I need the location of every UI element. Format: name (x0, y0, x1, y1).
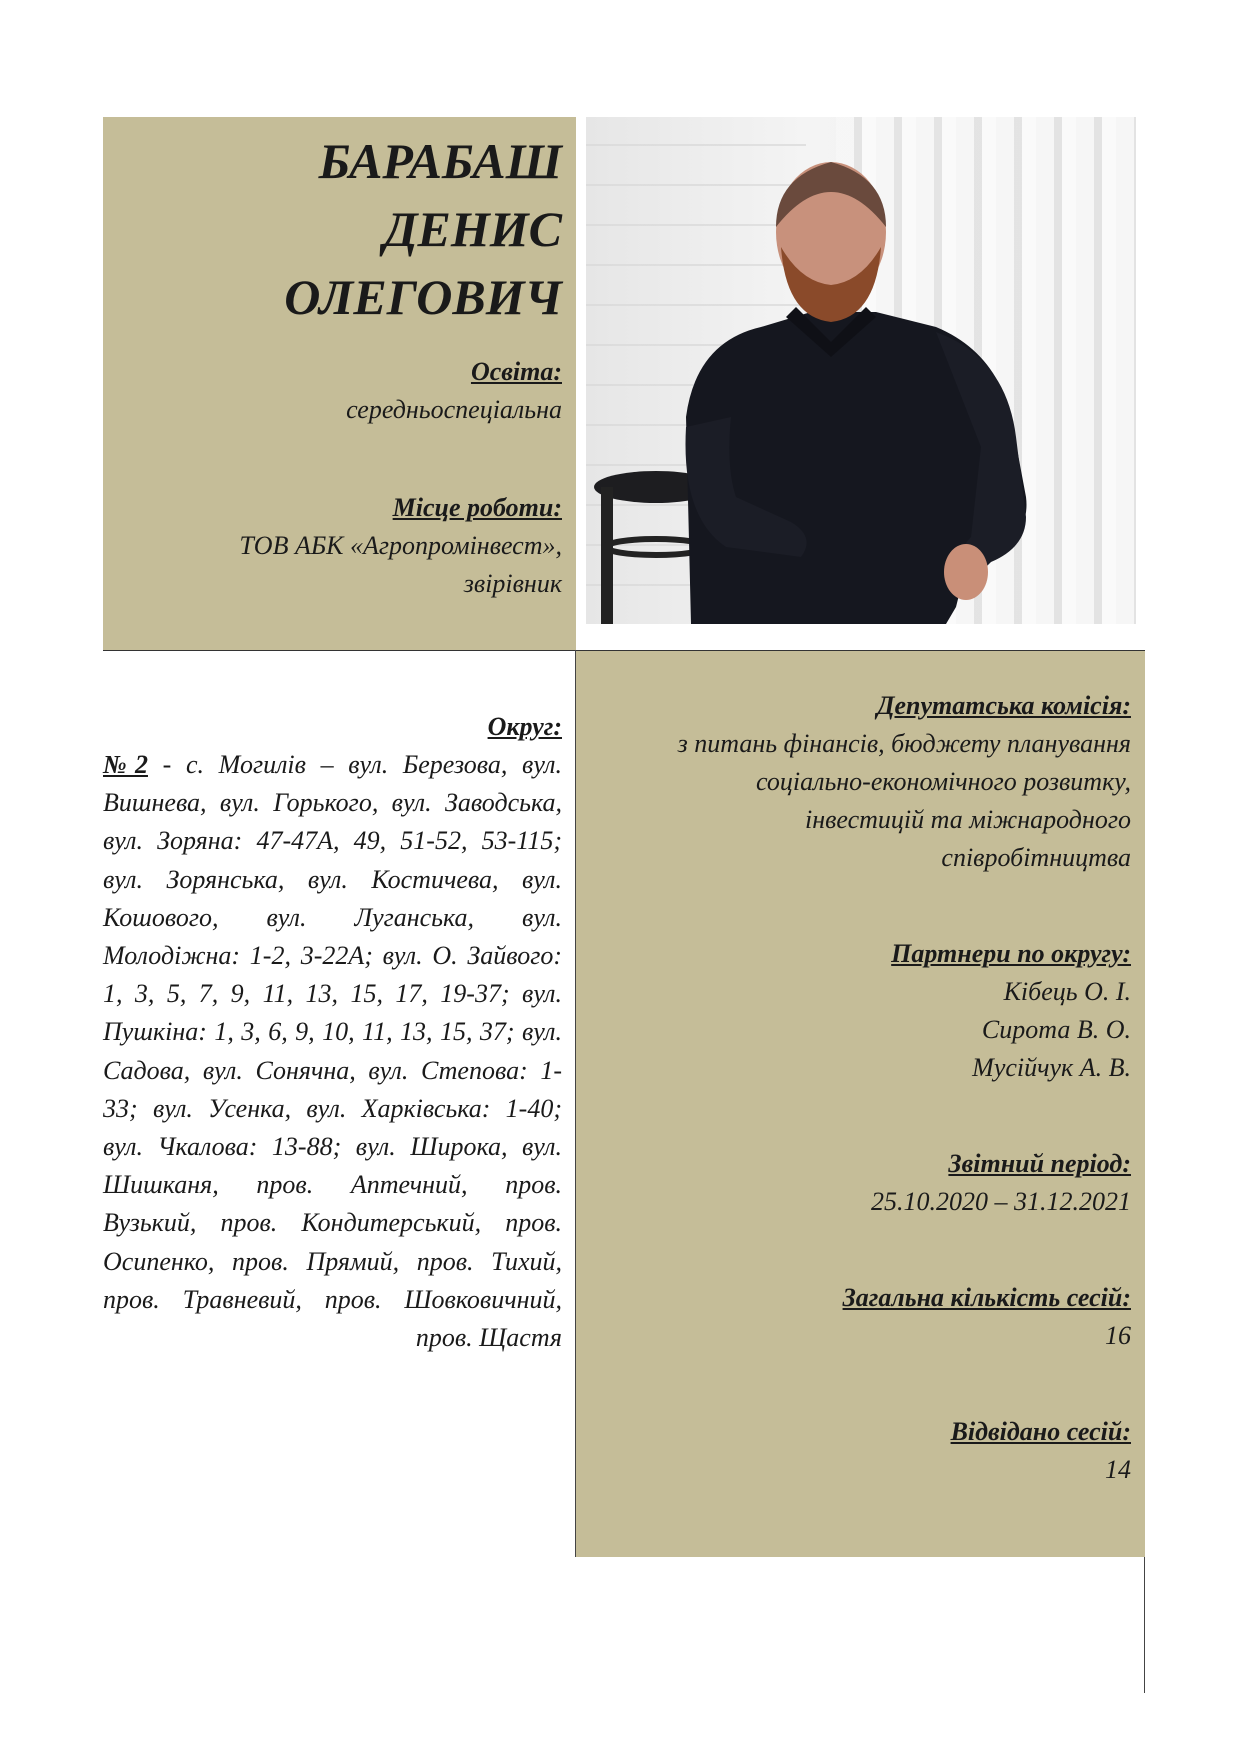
partner-name: Сирота В. О. (981, 1015, 1131, 1044)
commission-label: Депутатська комісія: (876, 691, 1131, 720)
period-value: 25.10.2020 – 31.12.2021 (871, 1187, 1131, 1216)
education-label: Освіта: (470, 357, 562, 386)
divider-vertical-lower (1144, 1557, 1145, 1693)
workplace-line: звірівник (463, 569, 562, 598)
district-label: Округ: (487, 712, 562, 741)
commission-line: інвестицій та міжнародного (805, 805, 1131, 834)
workplace-label: Місце роботи: (392, 493, 562, 522)
period-label: Звітний період: (948, 1149, 1131, 1178)
profile-panel (103, 117, 576, 650)
sessions-attended-label: Відвідано сесій: (950, 1417, 1131, 1446)
workplace-line: ТОВ АБК «Агропромінвест», (239, 531, 562, 560)
first-name: ДЕНИС (383, 201, 562, 257)
sessions-total-value: 16 (1105, 1321, 1131, 1350)
portrait-figure (586, 117, 1136, 624)
deputy-name (284, 127, 562, 331)
district-section (103, 708, 562, 1357)
sessions-total-section (586, 1279, 1131, 1355)
workplace-section (122, 489, 562, 603)
education-section (346, 353, 562, 429)
district-streets: - с. Могилів – вул. Березова, вул. Вишнева, вул. Горького, вул. Заводська, вул. Зоряна: 47-47А, 49, 51-52, 53-115; вул. Зорянська, вул. Костичева, вул. Кошового, вул. Луганська, вул. Молодіжна: 1-2, 3-22А; вул. О. Зайвого: 1, 3, 5, 7, 9, 11, 13, 15, 17, 19-37; вул. Пушкіна: 1, 3, 6, 9, 10, 11, 13, 15, 37; вул. Садова, вул. Сонячна, вул. Степова: 1-33; вул. Усенка, вул. Харківська: 1-40; вул. Чкалова: 13-88; вул. Широка, вул. Шишканя, пров. Аптечний, пров. Вузький, пров. Кондитерський, пров. Осипенко, пров. Прямий, пров. Тихий, пров. Травневий, пров. Шовковичний, пров. Щастя (103, 750, 563, 1353)
commission-line: соціально-економічного розвитку, (756, 767, 1131, 796)
deputy-photo (586, 117, 1136, 624)
sessions-attended-section (586, 1413, 1131, 1489)
surname: БАРАБАШ (318, 133, 562, 189)
sessions-attended-value: 14 (1105, 1455, 1131, 1484)
period-section (586, 1145, 1131, 1221)
partners-section (586, 935, 1131, 1087)
district-description (103, 746, 562, 1357)
patronymic: ОЛЕГОВИЧ (284, 269, 562, 325)
commission-section (586, 687, 1131, 877)
activity-panel (576, 651, 1145, 1557)
sessions-total-label: Загальна кількість сесій: (842, 1283, 1131, 1312)
commission-line: з питань фінансів, бюджету планування (677, 729, 1131, 758)
partner-name: Мусійчук А. В. (972, 1053, 1131, 1082)
education-value: середньоспеціальна (346, 395, 562, 424)
commission-line: співробітництва (941, 843, 1131, 872)
partner-name: Кібець О. І. (1003, 977, 1131, 1006)
district-number: №2 (103, 750, 148, 779)
partners-label: Партнери по округу: (891, 939, 1131, 968)
